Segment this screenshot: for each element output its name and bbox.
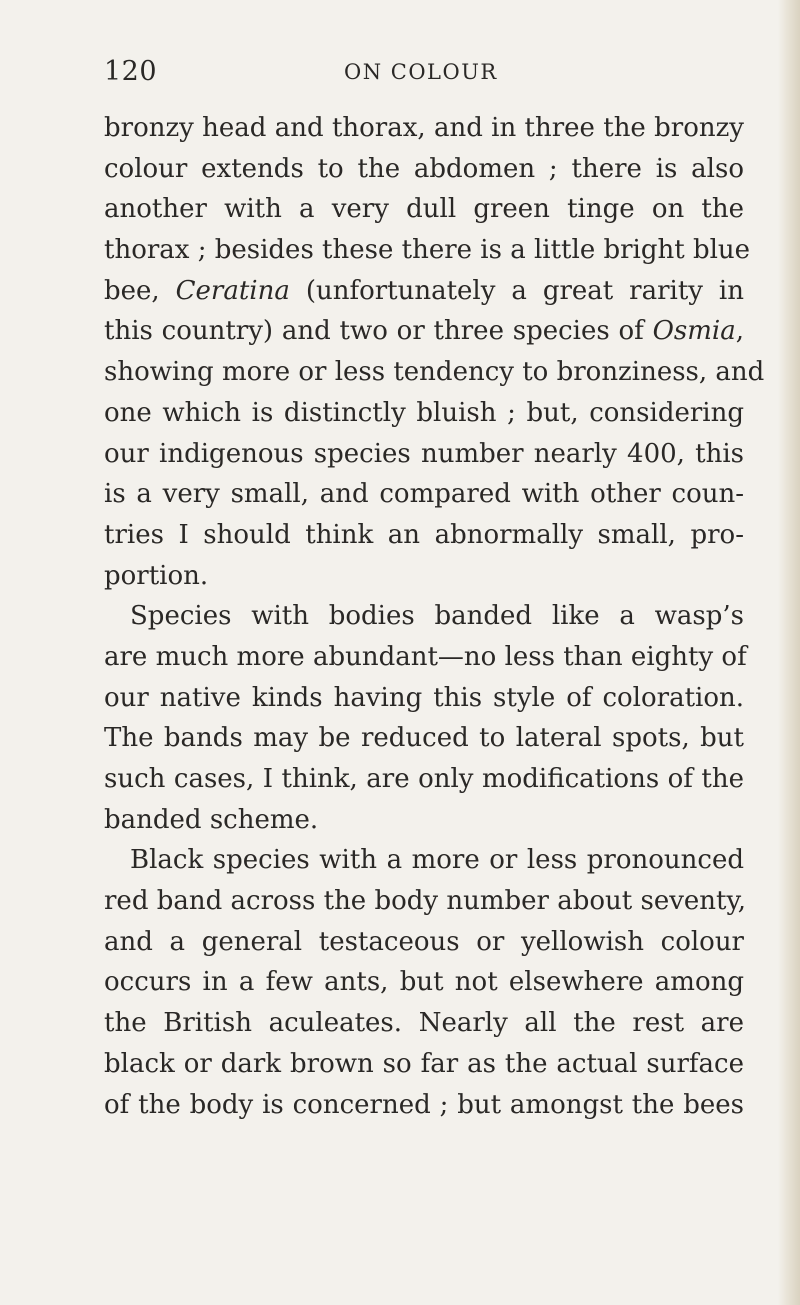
text-line: bronzy head and thorax, and in three the bronzy (104, 113, 744, 143)
text-line (104, 271, 744, 312)
text-line: is a very small, and compared with other coun- (104, 479, 744, 510)
text-line: showing more or less tendency to bronziness, and (104, 357, 765, 388)
running-head: ON COLOUR (344, 60, 498, 84)
text-line: banded scheme. (104, 804, 319, 835)
text-line (104, 311, 744, 352)
text-line: red band across the body number about seventy, (104, 886, 746, 917)
page-header (0, 56, 800, 96)
text-line: Black species with a more or less pronounced (130, 845, 744, 876)
italic-term: Ceratina (175, 275, 290, 306)
text-line: Species with bodies banded like a wasp’s (130, 601, 744, 632)
text-line: our native kinds having this style of coloration. (104, 682, 744, 713)
text-line: thorax ; besides these there is a little bright blue (104, 235, 751, 266)
body-text (104, 108, 765, 1125)
text-line: our indigenous species number nearly 400, this (104, 438, 744, 469)
text-line: the British aculeates. Nearly all the rest are (104, 1008, 744, 1039)
text-line: are much more abundant—no less than eighty of (104, 641, 747, 672)
text-line: colour extends to the abdomen ; there is also (104, 153, 744, 184)
text-line: portion. (104, 560, 209, 591)
text-line: The bands may be reduced to lateral spots, but (104, 723, 744, 754)
text-line: occurs in a few ants, but not elsewhere among (104, 967, 744, 998)
text-segment: (unfortunately a great rarity in (289, 275, 744, 306)
text-line: such cases, I think, are only modifications of the (104, 764, 744, 794)
text-line: of the body is concerned ; but amongst the bees (104, 1089, 744, 1120)
text-segment: bee, (104, 275, 176, 306)
page-edge-shadow (778, 0, 800, 1305)
italic-term: Osmia (652, 316, 736, 347)
text-line: one which is distinctly bluish ; but, considering (104, 397, 744, 428)
text-segment: , (735, 316, 744, 347)
text-line: tries I should think an abnormally small, pro- (104, 519, 744, 550)
page-number: 120 (104, 56, 158, 87)
text-line: and a general testaceous or yellowish colour (104, 926, 744, 957)
text-line: another with a very dull green tinge on the (104, 194, 744, 225)
text-line: black or dark brown so far as the actual surface (104, 1048, 744, 1079)
text-segment: this country) and two or three species of (104, 316, 653, 347)
